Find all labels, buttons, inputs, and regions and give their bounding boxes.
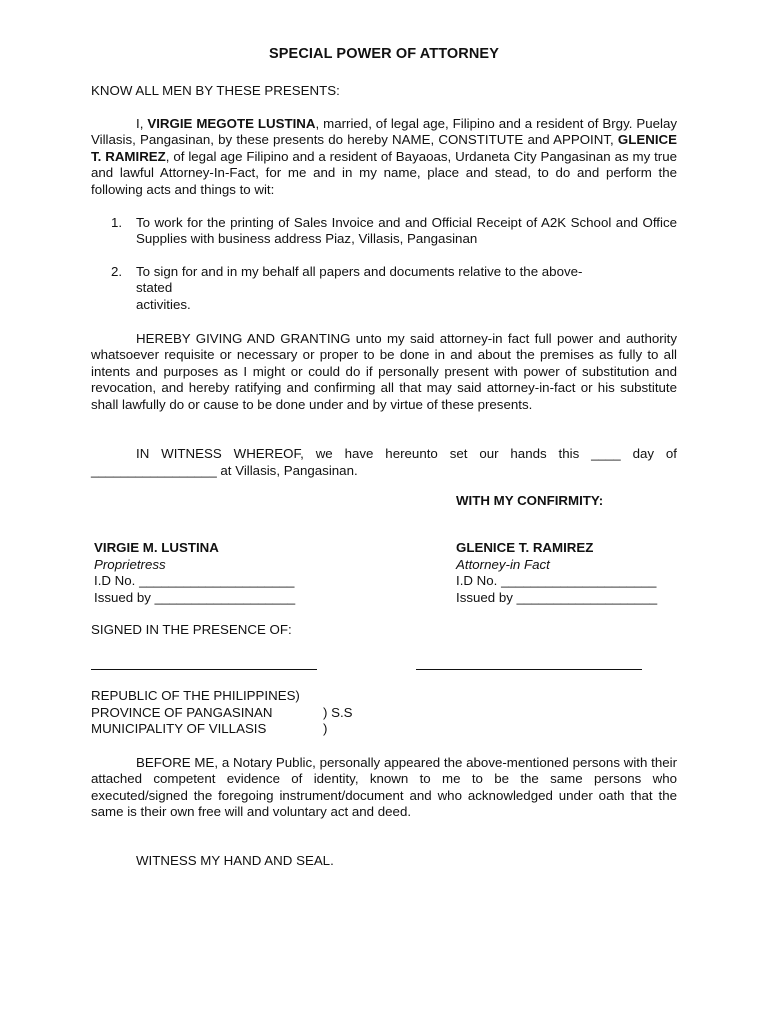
venue-province: PROVINCE OF PANGASINAN bbox=[91, 705, 273, 720]
item-2-line1: To sign for and in my behalf all papers and documents relative to the above- bbox=[136, 264, 583, 279]
principal-role: Proprietress bbox=[94, 557, 166, 572]
witness-whereof bbox=[91, 446, 677, 462]
witness-signature-line-2 bbox=[416, 669, 642, 670]
item-1-text: To work for the printing of Sales Invoice and and Official Receipt of A2K School and Office Supplies with business address Piaz, Villasis, Pangasinan bbox=[136, 215, 677, 247]
witness-signature-line-1 bbox=[91, 669, 317, 670]
item-2-text bbox=[136, 264, 677, 297]
granting-paragraph: HEREBY GIVING AND GRANTING unto my said attorney-in fact full power and authority whatsoever requisite or necessary or proper to be done in and about the premises as fully to all intents and purposes as I might or could do if personally present with power of substitution and revocation, and hereby ratifying and confirming all that may said attorney-in-fact or his substitute shall lawfully do or cause to be done under and by virtue of these presents. bbox=[91, 331, 677, 412]
principal-name: VIRGIE MEGOTE LUSTINA bbox=[147, 116, 316, 131]
para1-mid2: , of legal age Filipino and a resident of Bayaoas, Urdaneta City Pangasinan as my true and lawful Attorney-In-Fact, for me and in my name, place and stead, to do and perform the following acts and things to wit: bbox=[91, 148, 677, 197]
confirmity-heading: WITH MY CONFIRMITY: bbox=[456, 493, 604, 508]
venue-paren: ) bbox=[323, 721, 328, 736]
attorney-name: GLENICE T. RAMIREZ bbox=[91, 132, 677, 164]
item-2-number: 2. bbox=[111, 264, 123, 279]
witness-line2: _________________ at Villasis, Pangasinan. bbox=[91, 463, 358, 478]
intro-heading: KNOW ALL MEN BY THESE PRESENTS: bbox=[91, 83, 340, 98]
appointment-paragraph bbox=[91, 116, 677, 198]
para1-pre: I, bbox=[136, 116, 148, 131]
document-title: SPECIAL POWER OF ATTORNEY bbox=[269, 46, 499, 62]
attorney-issued-by: Issued by ___________________ bbox=[456, 590, 658, 605]
venue-municipality: MUNICIPALITY OF VILLASIS bbox=[91, 721, 267, 736]
closing-witness: WITNESS MY HAND AND SEAL. bbox=[136, 853, 334, 868]
venue-republic: REPUBLIC OF THE PHILIPPINES) bbox=[91, 688, 300, 703]
venue-ss: ) S.S bbox=[323, 705, 353, 720]
item-2-line2: stated bbox=[136, 280, 173, 296]
principal-issued-by: Issued by ___________________ bbox=[94, 590, 296, 605]
item-1-number: 1. bbox=[111, 215, 123, 230]
principal-id-no: I.D No. _____________________ bbox=[94, 573, 295, 588]
signed-presence-heading: SIGNED IN THE PRESENCE OF: bbox=[91, 622, 292, 637]
notary-paragraph: BEFORE ME, a Notary Public, personally appeared the above-mentioned persons with their attached competent evidence of identity, known to me to be the same persons who executed/signed the foregoing instrument/document and who acknowledged under oath that the same is their own free will and voluntary act and deed. bbox=[91, 755, 677, 820]
attorney-id-no: I.D No. _____________________ bbox=[456, 573, 657, 588]
attorney-role: Attorney-in Fact bbox=[456, 557, 550, 572]
witness-line1: IN WITNESS WHEREOF, we have hereunto set our hands this ____ day of bbox=[136, 446, 677, 461]
item-2-line3: activities. bbox=[136, 297, 191, 312]
principal-signature-name: VIRGIE M. LUSTINA bbox=[94, 540, 219, 555]
para1-mid1: , married, of legal age, Filipino and a resident of Brgy. Puelay Villasis, Pangasinan, by these presents do hereby NAME, CONSTITUTE and APPOINT, bbox=[91, 116, 678, 148]
attorney-signature-name: GLENICE T. RAMIREZ bbox=[456, 540, 594, 555]
